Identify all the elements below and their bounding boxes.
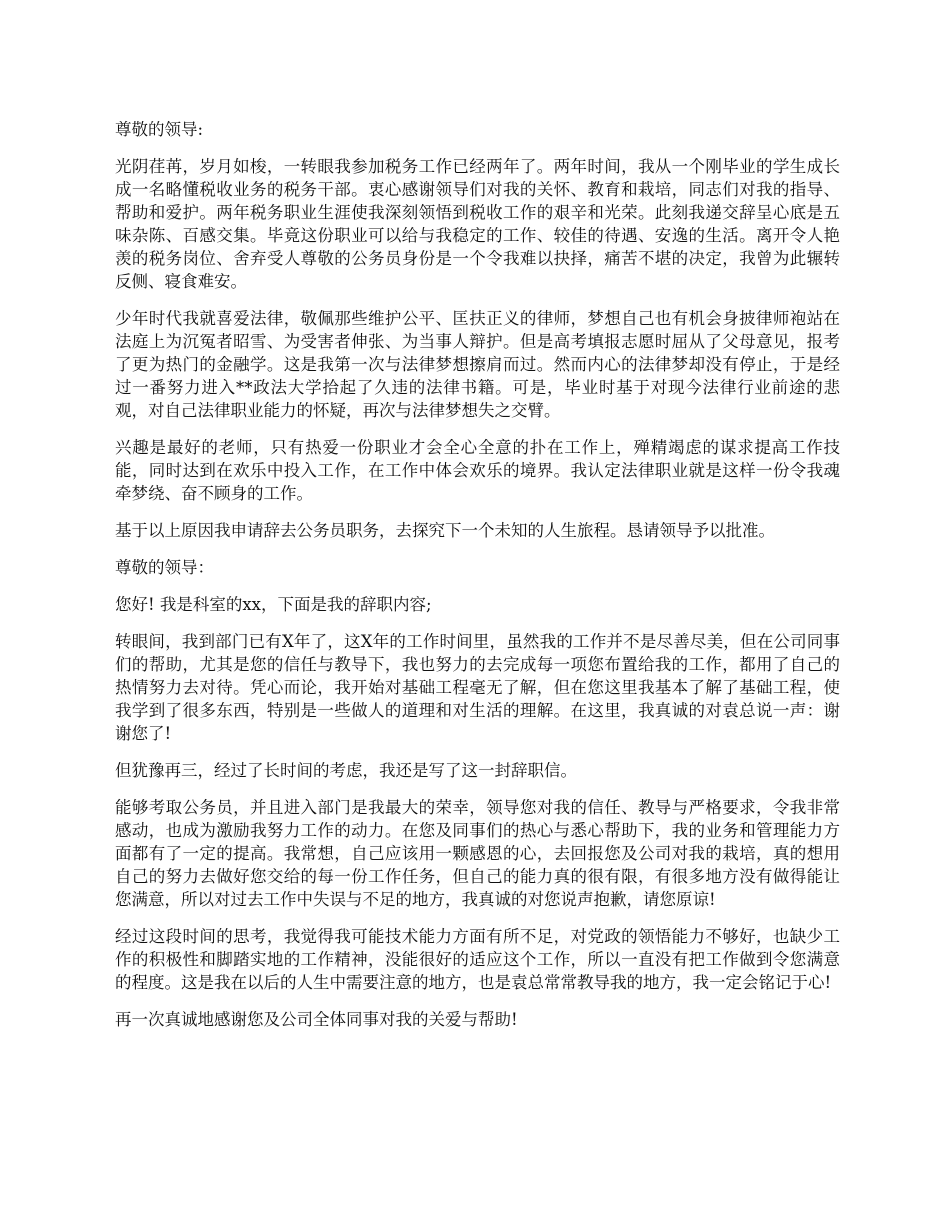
paragraph: 兴趣是最好的老师，只有热爱一份职业才会全心全意的扑在工作上，殚精竭虑的谋求提高工作技能，同时达到在欢乐中投入工作，在工作中体会欢乐的境界。我认定法律职业就是这样一份令我魂牵梦绕、奋不顾身的工作。 xyxy=(115,438,840,503)
paragraph: 但犹豫再三，经过了长时间的考虑，我还是写了这一封辞职信。 xyxy=(115,761,577,780)
document-page xyxy=(115,118,840,1045)
paragraph: 您好! 我是科室的xx，下面是我的辞职内容; xyxy=(115,595,432,614)
closing-paragraph: 再一次真诚地感谢您及公司全体同事对我的关爱与帮助! xyxy=(115,1010,518,1029)
paragraph: 基于以上原因我申请辞去公务员职务，去探究下一个未知的人生旅程。恳请领导予以批准。 xyxy=(115,521,775,540)
paragraph: 能够考取公务员，并且进入部门是我最大的荣幸，领导您对我的信任、教导与严格要求，令我非常感动，也成为激励我努力工作的动力。在您及同事们的热心与悉心帮助下，我的业务和管理能力方面都有了一定的提高。我常想，自己应该用一颗感恩的心，去回报您及公司对我的栽培，真的想用自己的努力去做好您交给的每一份工作任务，但自己的能力真的很有限，有很多地方没有做得能让您满意，所以对过去工作中失误与不足的地方，我真诚的对您说声抱歉，请您原谅! xyxy=(115,798,840,909)
salutation: 尊敬的领导： xyxy=(115,558,214,577)
paragraph: 光阴荏苒，岁月如梭，一转眼我参加税务工作已经两年了。两年时间，我从一个刚毕业的学生成长成一名略懂税收业务的税务干部。衷心感谢领导们对我的关怀、教育和栽培，同志们对我的指导、帮助和爱护。两年税务职业生涯使我深刻领悟到税收工作的艰辛和光荣。此刻我递交辞呈心底是五味杂陈、百感交集。毕竟这份职业可以给与我稳定的工作、较佳的待遇、安逸的生活。离开令人艳羡的税务岗位、舍弃受人尊敬的公务员身份是一个令我难以抉择，痛苦不堪的决定，我曾为此辗转反侧、寝食难安。 xyxy=(115,157,840,291)
paragraph: 少年时代我就喜爱法律，敬佩那些维护公平、匡扶正义的律师，梦想自己也有机会身披律师袍站在法庭上为沉冤者昭雪、为受害者伸张、为当事人辩护。但是高考填报志愿时屈从了父母意见，报考了更为热门的金融学。这是我第一次与法律梦想擦肩而过。然而内心的法律梦却没有停止，于是经过一番努力进入**政法大学拾起了久违的法律书籍。可是，毕业时基于对现今法律行业前途的悲观，对自己法律职业能力的怀疑，再次与法律梦想失之交臂。 xyxy=(115,309,840,420)
paragraph: 经过这段时间的思考，我觉得我可能技术能力方面有所不足，对党政的领悟能力不够好，也缺少工作的积极性和脚踏实地的工作精神，没能很好的适应这个工作，所以一直没有把工作做到令您满意的程度。这是我在以后的人生中需要注意的地方，也是袁总常常教导我的地方，我一定会铭记于心! xyxy=(115,927,840,992)
salutation: 尊敬的领导: xyxy=(115,120,204,139)
paragraph: 转眼间，我到部门已有X年了，这X年的工作时间里，虽然我的工作并不是尽善尽美，但在公司同事们的帮助，尤其是您的信任与教导下，我也努力的去完成每一项您布置给我的工作，都用了自己的热情努力去对待。凭心而论，我开始对基础工程毫无了解，但在您这里我基本了解了基础工程，使我学到了很多东西，特别是一些做人的道理和对生活的理解。在这里，我真诚的对袁总说一声：谢谢您了! xyxy=(115,632,840,743)
